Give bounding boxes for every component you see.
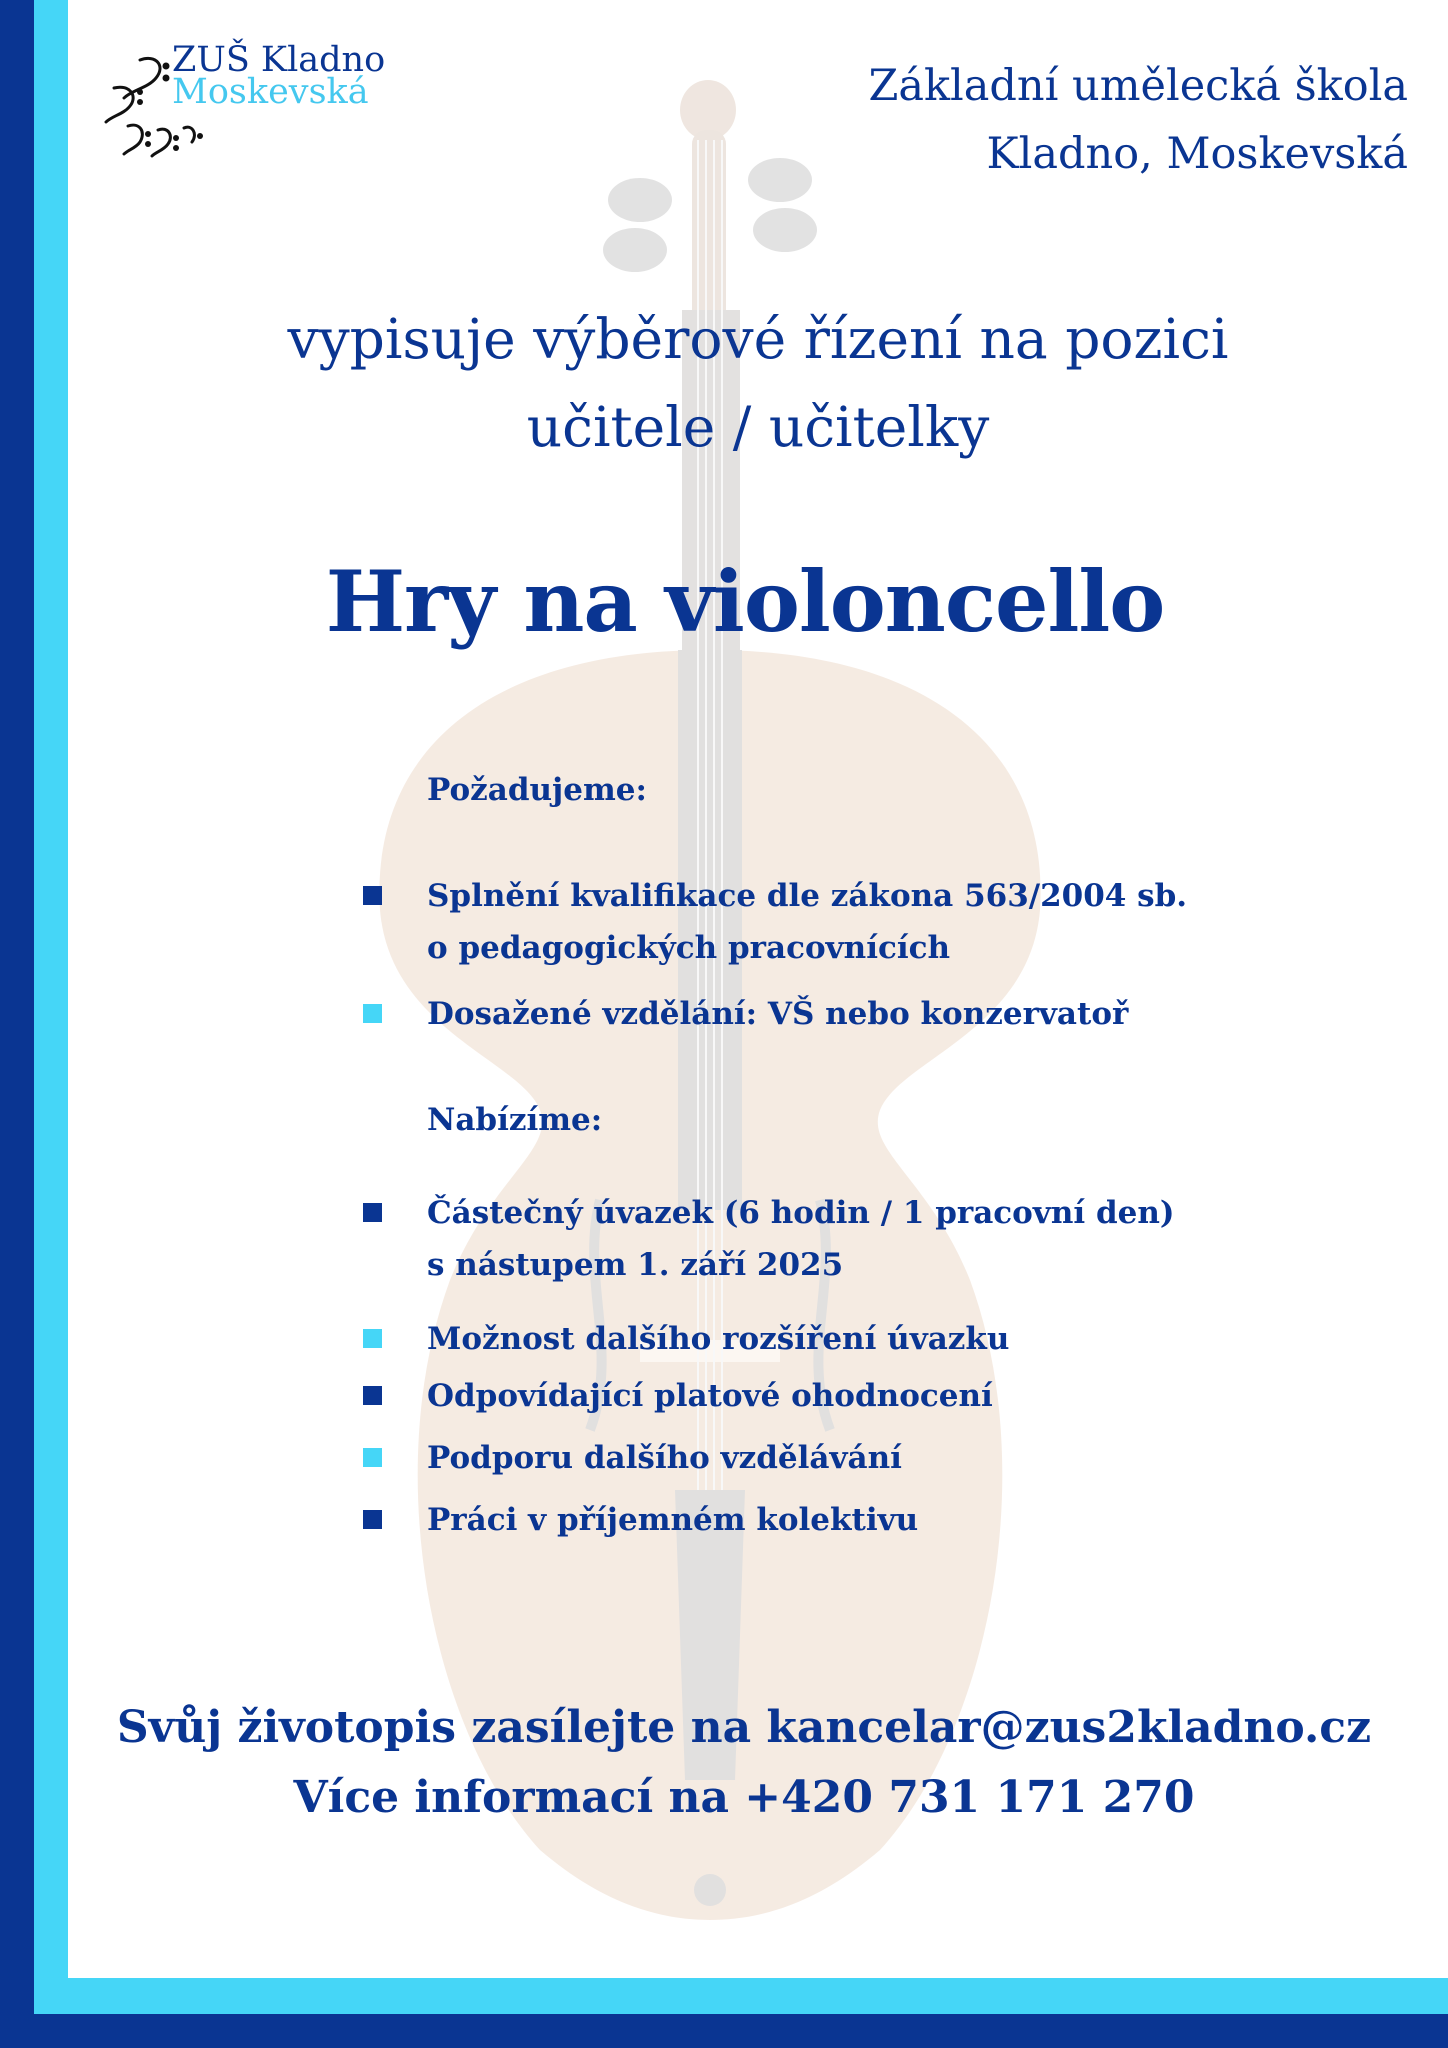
- logo-line-1: ZUŠ Kladno: [172, 40, 386, 80]
- square-bullet-icon: [363, 1329, 382, 1348]
- square-bullet-icon: [363, 1448, 382, 1467]
- requirement-line-1: Dosažené vzdělání: VŠ nebo konzervatoř: [427, 996, 1129, 1032]
- square-bullet-icon: [363, 1004, 382, 1023]
- contact-block: [68, 1693, 1420, 1833]
- offers-heading: Nabízíme:: [427, 1102, 603, 1138]
- offer-line-2: s nástupem 1. září 2025: [427, 1247, 844, 1283]
- intro-text: [68, 295, 1448, 471]
- contact-email-line: Svůj životopis zasílejte na kancelar@zus2kladno.cz: [116, 1702, 1372, 1753]
- frame-bar-left-light: [34, 0, 68, 2048]
- offer-line-1: Částečný úvazek (6 hodin / 1 pracovní den): [427, 1195, 1175, 1231]
- offer-line-1: Odpovídající platové ohodnocení: [427, 1378, 993, 1414]
- frame-bar-left-dark: [0, 0, 34, 2048]
- frame-bar-bottom-light: [34, 1978, 1448, 2014]
- contact-phone-line: Více informací na +420 731 171 270: [293, 1772, 1195, 1823]
- school-name-line-1: Základní umělecká škola: [868, 61, 1408, 111]
- page-title: Hry na violoncello: [325, 552, 1165, 651]
- offer-line-1: Podporu dalšího vzdělávání: [427, 1440, 902, 1476]
- intro-line-1: vypisuje výběrové řízení na pozici: [287, 307, 1229, 371]
- intro-line-2: učitele / učitelky: [526, 395, 990, 459]
- frame-bar-bottom-dark: [0, 2014, 1448, 2048]
- requirement-line-2: o pedagogických pracovnících: [427, 930, 951, 966]
- school-name: [868, 52, 1408, 188]
- school-name-line-2: Kladno, Moskevská: [986, 129, 1408, 179]
- square-bullet-icon: [363, 1510, 382, 1529]
- requirements-heading: Požadujeme:: [427, 772, 647, 808]
- square-bullet-icon: [363, 886, 382, 905]
- logo-line-2: Moskevská: [172, 72, 369, 112]
- offer-line-1: Práci v příjemném kolektivu: [427, 1502, 919, 1538]
- requirement-line-1: Splnění kvalifikace dle zákona 563/2004 sb.: [427, 878, 1188, 914]
- square-bullet-icon: [363, 1203, 382, 1222]
- square-bullet-icon: [363, 1386, 382, 1405]
- offer-line-1: Možnost dalšího rozšíření úvazku: [427, 1321, 1010, 1357]
- school-logo: [100, 40, 400, 160]
